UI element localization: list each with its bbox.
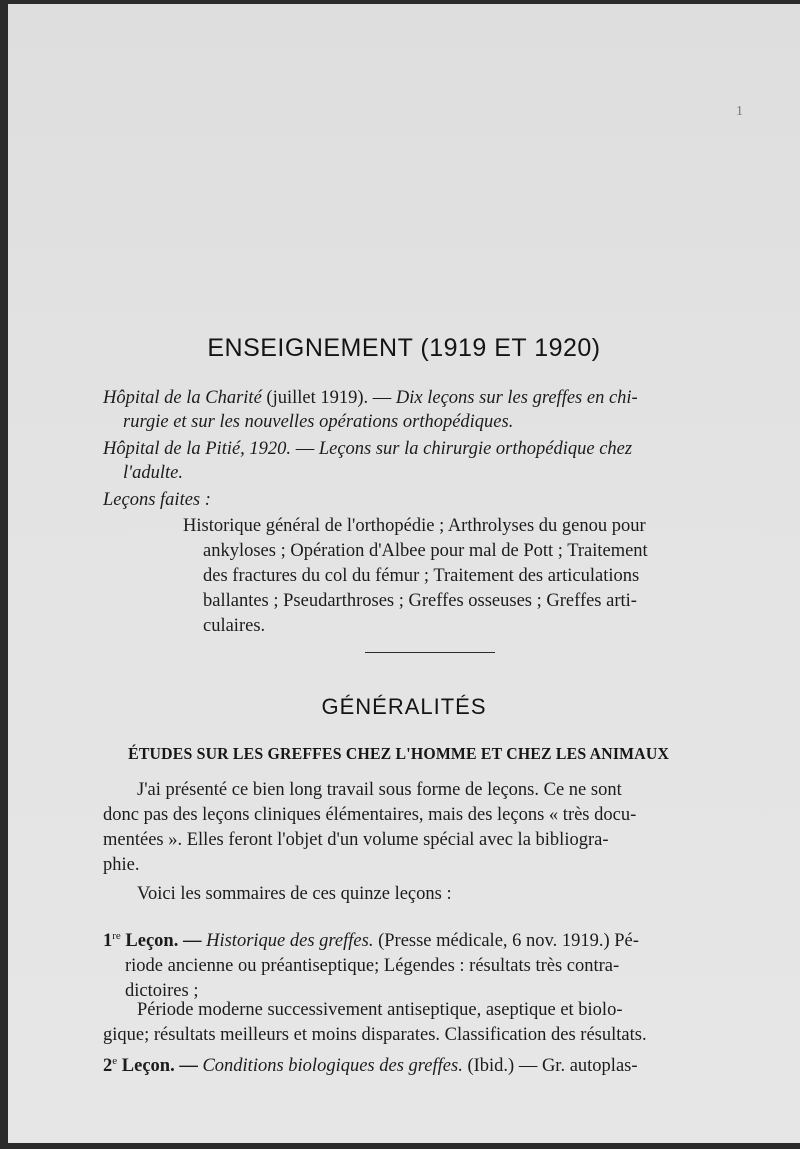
- hospital-course-title: Leçons sur la chirurgie orthopédique chez: [318, 439, 633, 459]
- lecon-label: Leçon. —: [117, 1056, 203, 1077]
- lecon-line: riode ancienne ou préantiseptique; Légendes : résultats très contra-: [125, 956, 620, 977]
- lecon-ordinal: re: [112, 930, 121, 942]
- lecon-detail: (Presse médicale, 6 nov. 1919.) Pé-: [373, 931, 639, 952]
- lecon-title: Conditions biologiques des greffes.: [202, 1056, 463, 1077]
- heading-enseignement: ENSEIGNEMENT (1919 ET 1920): [207, 334, 601, 362]
- summary-intro: Voici les sommaires de ces quinze leçons :: [137, 884, 452, 904]
- lecon-number: 2: [103, 1056, 113, 1077]
- paragraph-line: gique; résultats meilleurs et moins disparates. Classification des résultats.: [103, 1025, 647, 1045]
- lecons-line: ballantes ; Pseudarthroses ; Greffes osseuses ; Greffes arti-: [203, 591, 637, 611]
- page-corner-mark: 1: [736, 104, 743, 119]
- lecon-number: 1: [103, 931, 113, 952]
- lecons-faites-list: [183, 514, 758, 639]
- modern-period-paragraph: [103, 998, 758, 1048]
- section-subtitle: ÉTUDES SUR LES GREFFES CHEZ L'HOMME ET CHEZ LES ANIMAUX: [128, 744, 670, 763]
- lecon-1-entry: [103, 924, 758, 1004]
- paragraph-line: phie.: [103, 855, 140, 875]
- lecon-line: dictoires ;: [125, 981, 199, 1002]
- intro-paragraph: [103, 778, 758, 878]
- hospital-pitie-entry: [103, 437, 753, 485]
- lecons-line: Historique général de l'orthopédie ; Arthrolyses du genou pour: [183, 516, 646, 536]
- lecon-label: Leçon. —: [120, 931, 207, 952]
- hospital-name: Hôpital de la Pitié, 1920.: [103, 439, 292, 459]
- section-divider: [365, 652, 495, 653]
- lecons-line: ankyloses ; Opération d'Albee pour mal de Pott ; Traitement: [203, 541, 648, 561]
- paragraph-line: Période moderne successivement antiseptique, aseptique et biolo-: [137, 1000, 623, 1020]
- lecons-line: culaires.: [203, 616, 266, 636]
- lecon-title: Historique des greffes.: [206, 931, 374, 952]
- hospital-course-title-cont: rurgie et sur les nouvelles opérations orthopédiques.: [123, 412, 514, 432]
- hospital-course-title-cont: l'adulte.: [123, 463, 183, 483]
- lecon-ordinal: e: [112, 1055, 118, 1067]
- hospital-name: Hôpital de la Charité: [103, 388, 262, 408]
- hospital-charite-entry: [103, 386, 753, 434]
- paragraph-line: donc pas des leçons cliniques élémentaires, mais des leçons « très docu-: [103, 805, 637, 825]
- paragraph-line: mentées ». Elles feront l'objet d'un volume spécial avec la bibliogra-: [103, 830, 609, 850]
- paragraph-line: J'ai présenté ce bien long travail sous forme de leçons. Ce ne sont: [137, 780, 622, 800]
- lecons-line: des fractures du col du fémur ; Traitement des articulations: [203, 566, 640, 586]
- document-page: [8, 4, 800, 1143]
- section-title: GÉNÉRALITÉS: [321, 694, 487, 719]
- lecon-2-entry: [103, 1049, 758, 1079]
- lecons-faites-label: Leçons faites :: [103, 490, 211, 510]
- hospital-detail: —: [291, 439, 319, 459]
- hospital-detail: (juillet 1919). —: [261, 388, 396, 408]
- hospital-course-title: Dix leçons sur les greffes en chi-: [395, 388, 638, 408]
- lecon-detail: (Ibid.) — Gr. autoplas-: [462, 1056, 638, 1077]
